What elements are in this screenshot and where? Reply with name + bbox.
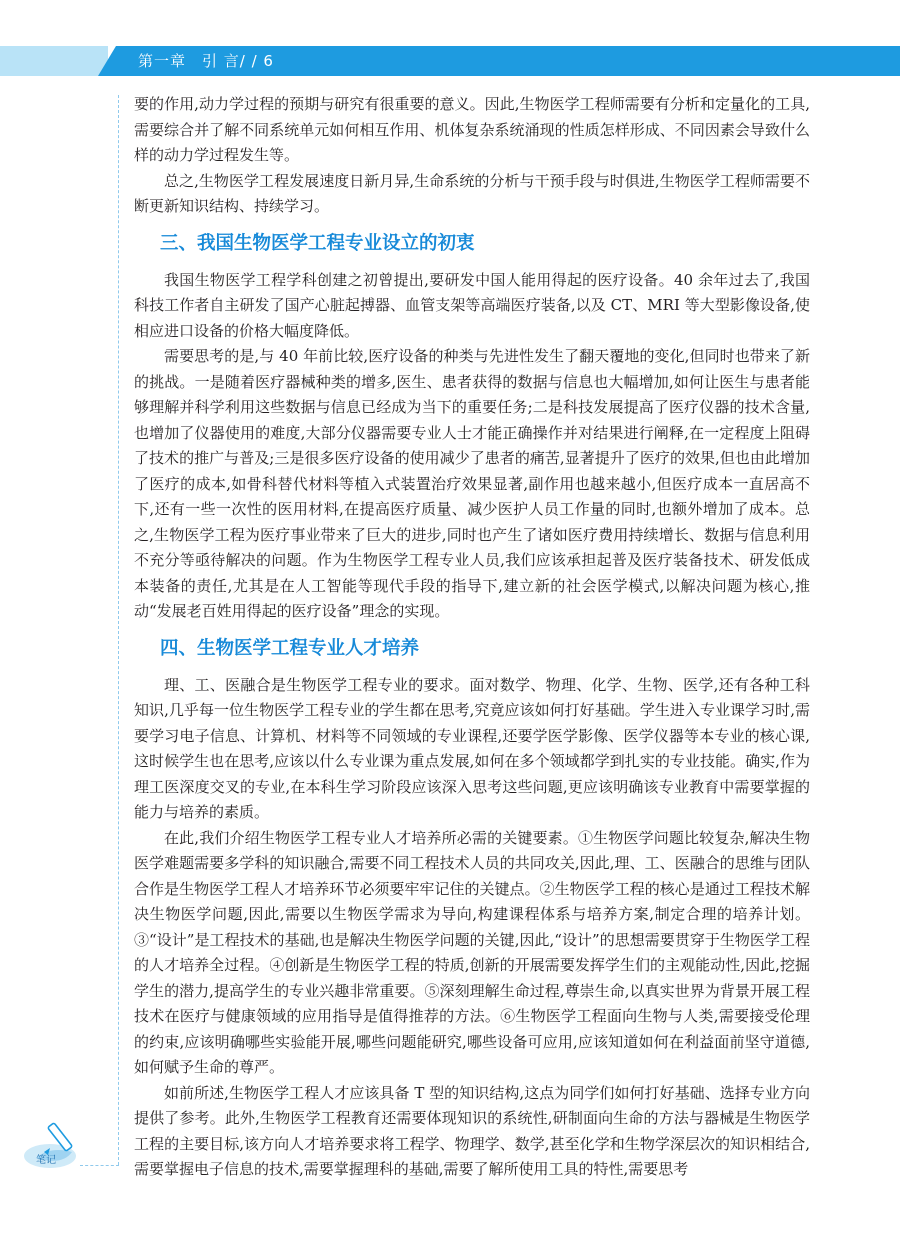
chapter-header-bar xyxy=(0,46,900,76)
notes-label: 笔记 xyxy=(36,1155,56,1166)
paragraph: 如前所述,生物医学工程人才应该具备 T 型的知识结构,这点为同学们如何打好基础、选择专业方向提供了参考。此外,生物医学工程教育还需要体现知识的系统性,研制面向生命的方法与器械是生物医学工程的主要目标,该方向人才培养要求将工程学、物理学、数学,甚至化学和生物学深层次的知识相结合,需要掌握电子信息的技术,需要掌握理科的基础,需要了解所使用工具的特性,需要思考 xyxy=(134,1083,810,1178)
header-light-band xyxy=(0,46,108,76)
section-heading-4: 四、生物医学工程专业人才培养 xyxy=(160,637,420,659)
chapter-page-label: 第一章 引 言/ / 6 xyxy=(138,52,274,70)
paragraph: 要的作用,动力学过程的预期与研究有很重要的意义。因此,生物医学工程师需要有分析和定量化的工具,需要综合并了解不同系统单元如何相互作用、机体复杂系统涌现的性质怎样形成、不同因素会导致什么样的动力学过程发生等。 xyxy=(134,95,810,164)
paragraph: 理、工、医融合是生物医学工程专业的要求。面对数学、物理、化学、生物、医学,还有各种工科知识,几乎每一位生物医学工程专业的学生都在思考,究竟应该如何打好基础。学生进入专业课学习时,需要学习电子信息、计算机、材料等不同领域的专业课程,还要学医学影像、医学仪器等本专业的核心课,这时候学生也在思考,应该以什么专业课为重点发展,如何在多个领域都学到扎实的专业技能。确实,作为理工医深度交叉的专业,在本科生学习阶段应该深入思考这些问题,更应该明确该专业教育中需要掌握的能力与培养的素质。 xyxy=(134,675,810,821)
paragraph: 我国生物医学工程学科创建之初曾提出,要研发中国人能用得起的医疗设备。40 余年过去了,我国科技工作者自主研发了国产心脏起搏器、血管支架等高端医疗装备,以及 CT、MRI 等大型影像设备,使相应进口设备的价格大幅度降低。 xyxy=(134,270,810,340)
notes-pencil-icon xyxy=(22,1118,86,1170)
page-body xyxy=(134,92,810,1183)
paragraph: 总之,生物医学工程发展速度日新月异,生命系统的分析与干预手段与时俱进,生物医学工程师需要不断更新知识结构、持续学习。 xyxy=(134,171,810,215)
paragraph: 在此,我们介绍生物医学工程专业人才培养所必需的关键要素。①生物医学问题比较复杂,解决生物医学难题需要多学科的知识融合,需要不同工程技术人员的共同攻关,因此,理、工、医融合的思维与团队合作是生物医学工程人才培养环节必须要牢牢记住的关键点。②生物医学工程的核心是通过工程技术解决生物医学问题,因此,需要以生物医学需求为导向,构建课程体系与培养方案,制定合理的培养计划。③“设计”是工程技术的基础,也是解决生物医学问题的关键,因此,“设计”的思想需要贯穿于生物医学工程的人才培养全过程。④创新是生物医学工程的特质,创新的开展需要发挥学生们的主观能动性,因此,挖掘学生的潜力,提高学生的专业兴趣非常重要。⑤深刻理解生命过程,尊崇生命,以真实世界为背景开展工程技术在医疗与健康领域的应用指导是值得推荐的方法。⑥生物医学工程面向生物与人类,需要接受伦理的约束,应该明确哪些实验能开展,哪些问题能研究,哪些设备可应用,应该知道如何在利益面前坚守道德,如何赋予生命的尊严。 xyxy=(134,828,810,1076)
paragraph: 需要思考的是,与 40 年前比较,医疗设备的种类与先进性发生了翻天覆地的变化,但同时也带来了新的挑战。一是随着医疗器械种类的增多,医生、患者获得的数据与信息也大幅增加,如何让医生与患者能够理解并科学利用这些数据与信息已经成为当下的重要任务;二是科技发展提高了医疗仪器的技术含量,也增加了仪器使用的难度,大部分仪器需要专业人士才能正确操作并对结果进行阐释,在一定程度上阻碍了技术的推广与普及;三是很多医疗设备的使用减少了患者的痛苦,显著提升了医疗的效果,但也由此增加了医疗的成本,如骨科替代材料等植入式装置治疗效果显著,副作用也越来越小,但医疗成本一直居高不下,还有一些一次性的医用材料,在提高医疗质量、减少医护人员工作量的同时,也额外增加了成本。总之,生物医学工程为医疗事业带来了巨大的进步,同时也产生了诸如医疗费用持续增长、数据与信息利用不充分等亟待解决的问题。作为生物医学工程专业人员,我们应该承担起普及医疗装备技术、研发低成本装备的责任,尤其是在人工智能等现代手段的指导下,建立新的社会医学模式,以解决问题为核心,推动“发展老百姓用得起的医疗设备”理念的实现。 xyxy=(134,347,810,620)
section-heading-3: 三、我国生物医学工程专业设立的初衷 xyxy=(160,232,475,254)
margin-dashed-line xyxy=(118,95,119,1165)
